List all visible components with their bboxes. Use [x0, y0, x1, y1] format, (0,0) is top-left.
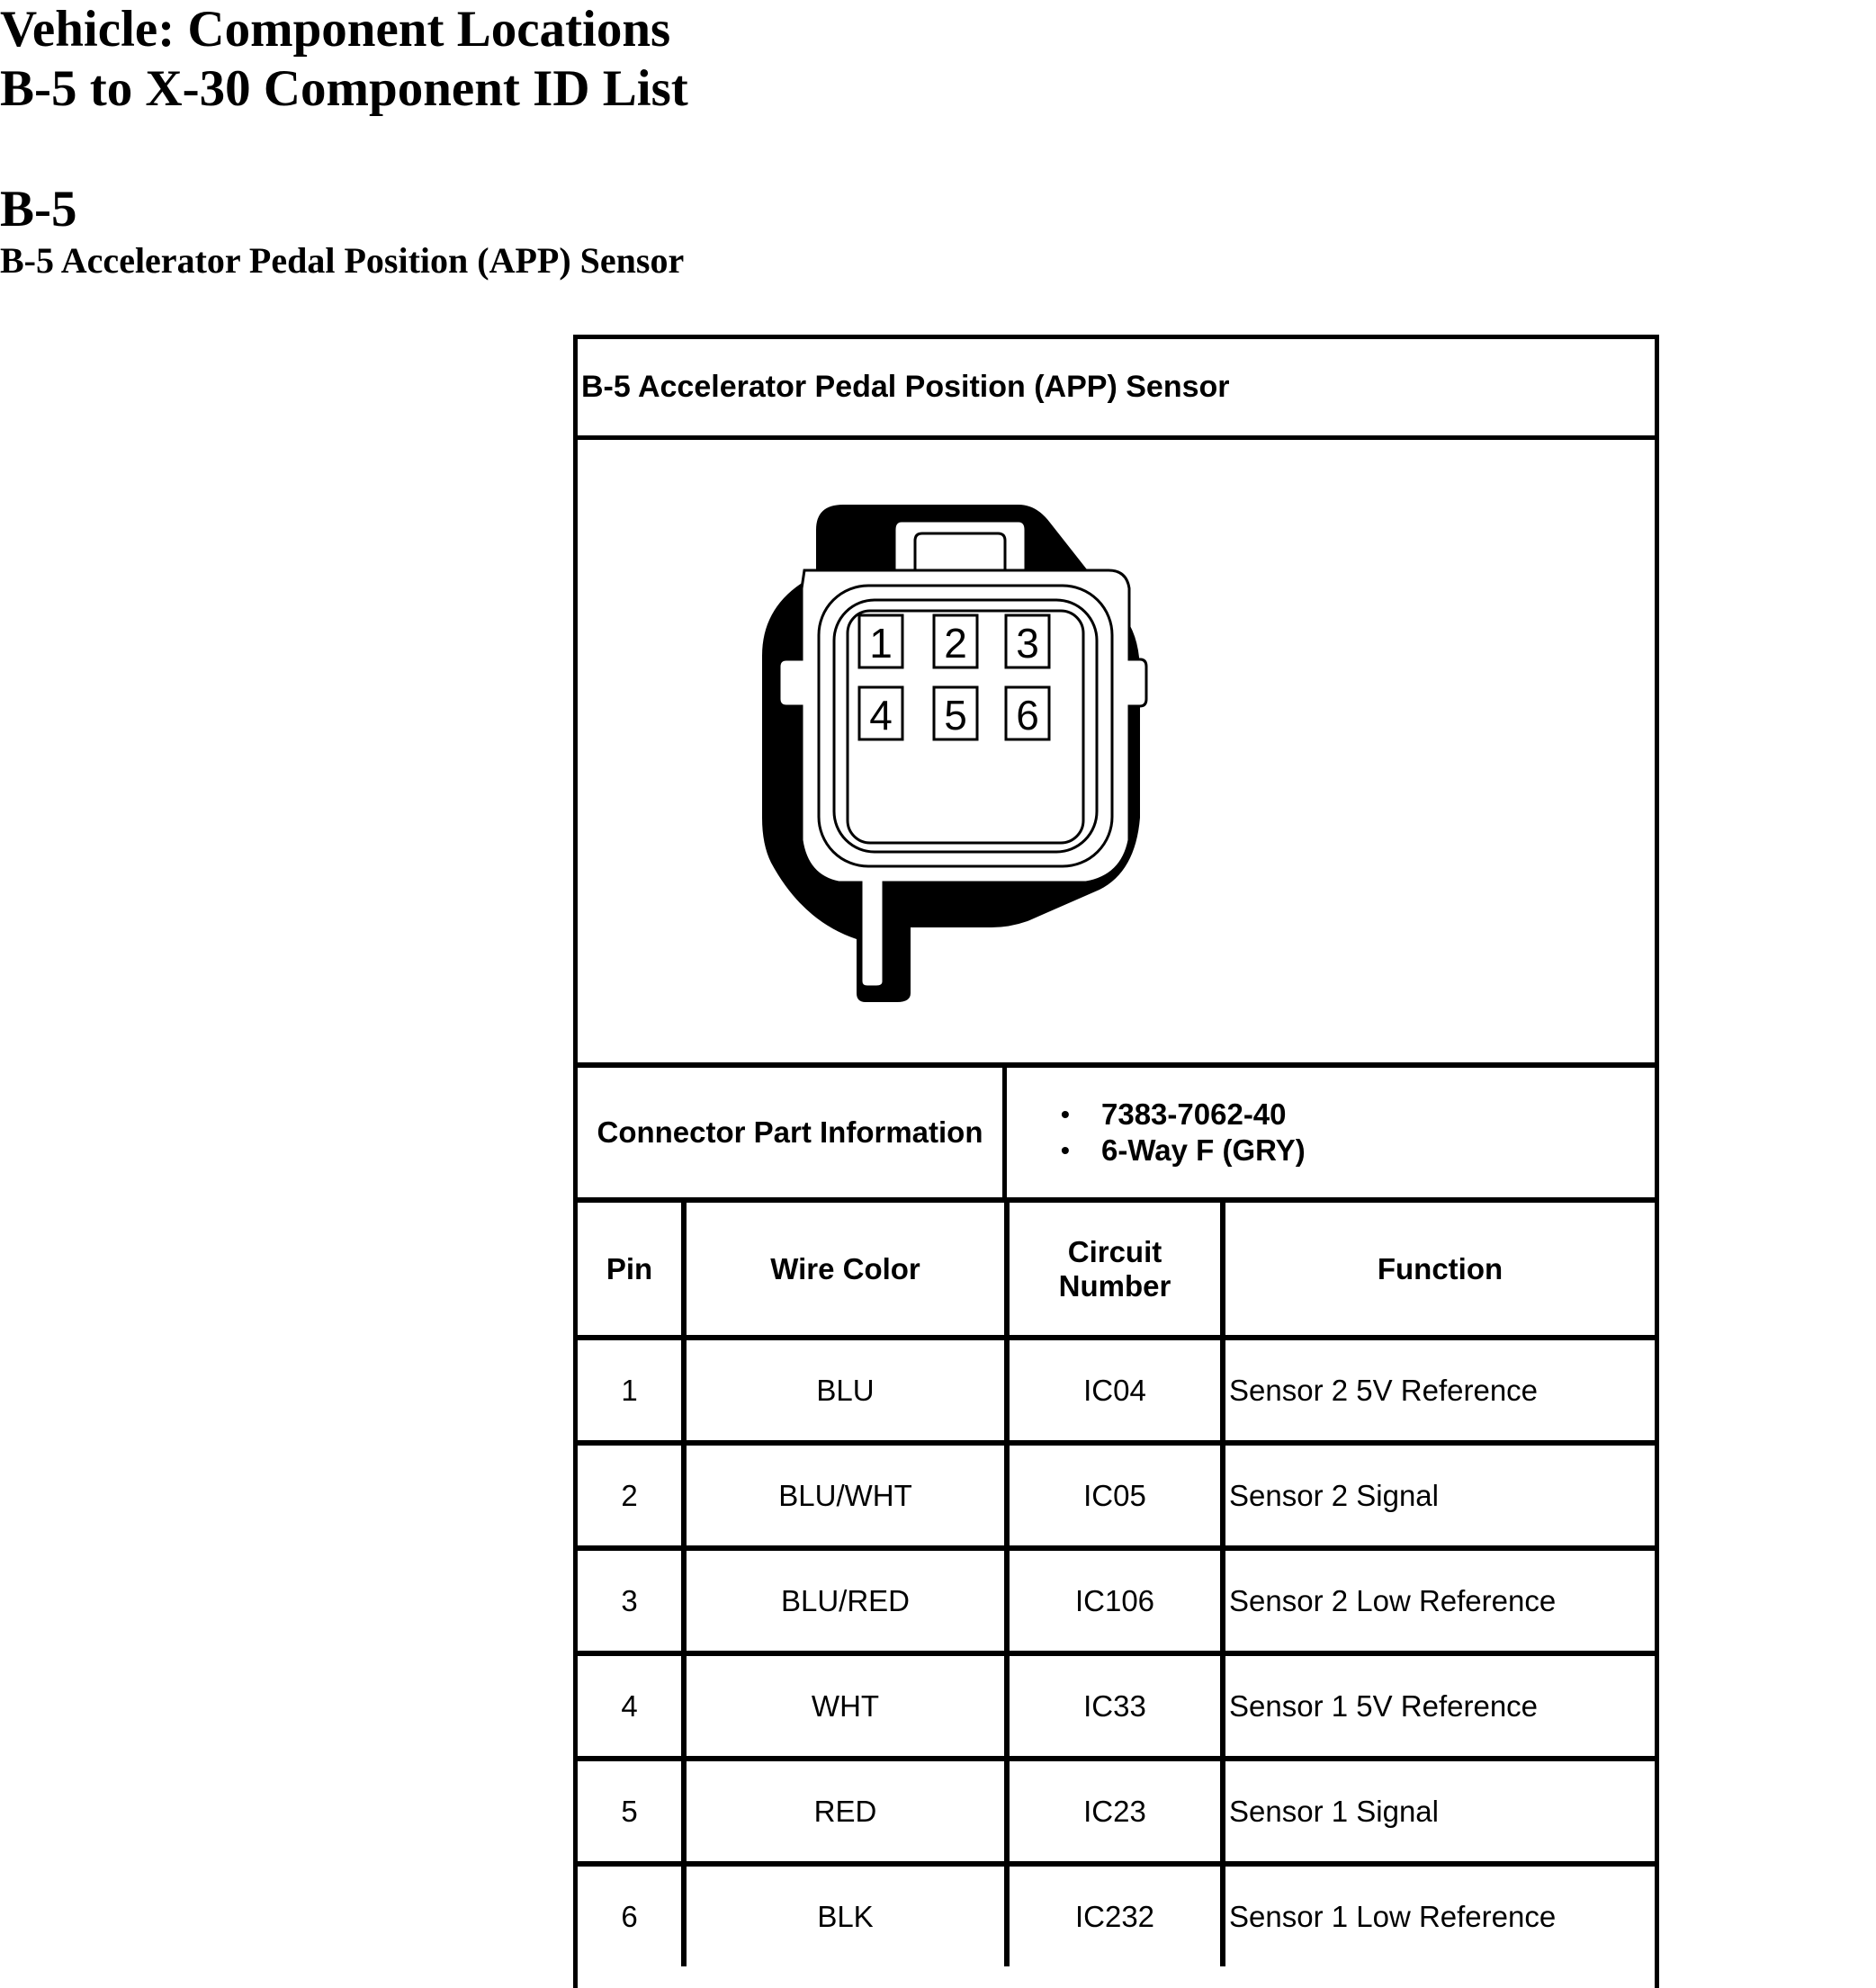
- cell-circuit-number: IC106: [1007, 1548, 1223, 1653]
- circuit-header-line1: Circuit: [1067, 1234, 1162, 1268]
- table-row: [578, 1759, 1655, 1864]
- connector-card: [573, 335, 1659, 1988]
- cell-function: Sensor 1 5V Reference: [1223, 1653, 1655, 1759]
- cell-circuit-number: IC05: [1007, 1443, 1223, 1548]
- cell-function: Sensor 1 Low Reference: [1229, 1899, 1557, 1933]
- pin-number-label: 2: [944, 620, 967, 667]
- cell-pin: 5: [578, 1759, 684, 1864]
- cell-circuit-number: IC33: [1007, 1653, 1223, 1759]
- connector-face-icon: [578, 440, 1655, 1068]
- table-row: [578, 1548, 1655, 1653]
- cell-wire-color: RED: [684, 1759, 1007, 1864]
- pin-table-header-row: [578, 1203, 1655, 1338]
- column-header-circuit-number: [1007, 1203, 1223, 1338]
- column-header-function: Function: [1223, 1203, 1655, 1338]
- part-info-label: Connector Part Information: [578, 1068, 1007, 1197]
- part-number: • 7383-7062-40: [1061, 1097, 1655, 1133]
- cell-pin: 2: [578, 1443, 684, 1548]
- cell-pin: 3: [578, 1548, 684, 1653]
- pin-table: [578, 1203, 1655, 1966]
- cell-wire-color: BLU/RED: [684, 1548, 1007, 1653]
- cell-circuit-number: IC232: [1007, 1864, 1223, 1966]
- table-row: [578, 1338, 1655, 1443]
- cell-circuit-number: IC23: [1007, 1759, 1223, 1864]
- cell-wire-color: BLU/WHT: [684, 1443, 1007, 1548]
- cell-pin: 4: [578, 1653, 684, 1759]
- cell-wire-color: BLU: [684, 1338, 1007, 1443]
- table-row: [578, 1443, 1655, 1548]
- part-description: • 6-Way F (GRY): [1061, 1133, 1655, 1169]
- cell-function: Sensor 2 Signal: [1223, 1443, 1655, 1548]
- cell-pin: 1: [578, 1338, 684, 1443]
- cell-function: Sensor 2 Low Reference: [1223, 1548, 1655, 1653]
- pin-number-label: 1: [869, 620, 893, 667]
- table-row: [578, 1653, 1655, 1759]
- pin-number-label: 6: [1016, 692, 1039, 739]
- column-header-wire-color: Wire Color: [684, 1203, 1007, 1338]
- card-header: B-5 Accelerator Pedal Position (APP) Sensor: [578, 339, 1655, 440]
- table-row: [578, 1864, 1655, 1966]
- cell-function: Sensor 1 Signal: [1223, 1759, 1655, 1864]
- pin-number-label: 4: [869, 692, 893, 739]
- part-info-values: [1007, 1068, 1655, 1197]
- connector-part-info-row: [578, 1068, 1655, 1203]
- section-subheading: B-5 Accelerator Pedal Position (APP) Sensor: [0, 240, 685, 281]
- connector-figure: [578, 440, 1655, 1068]
- cell-function: Sensor 2 5V Reference: [1223, 1338, 1655, 1443]
- document-title: Vehicle: Component Locations: [0, 1, 671, 58]
- section-heading: B-5: [0, 181, 77, 237]
- pin-number-label: 3: [1016, 620, 1039, 667]
- column-header-pin: Pin: [578, 1203, 684, 1338]
- pin-number-label: 5: [944, 692, 967, 739]
- cell-wire-color: WHT: [684, 1653, 1007, 1759]
- pin-table-body: [578, 1338, 1655, 1966]
- circuit-header-line2: Number: [1058, 1268, 1171, 1303]
- cell-pin: 6: [578, 1864, 684, 1966]
- document-subtitle: B-5 to X-30 Component ID List: [0, 60, 688, 117]
- cell-wire-color: BLK: [684, 1864, 1007, 1966]
- cell-circuit-number: IC04: [1007, 1338, 1223, 1443]
